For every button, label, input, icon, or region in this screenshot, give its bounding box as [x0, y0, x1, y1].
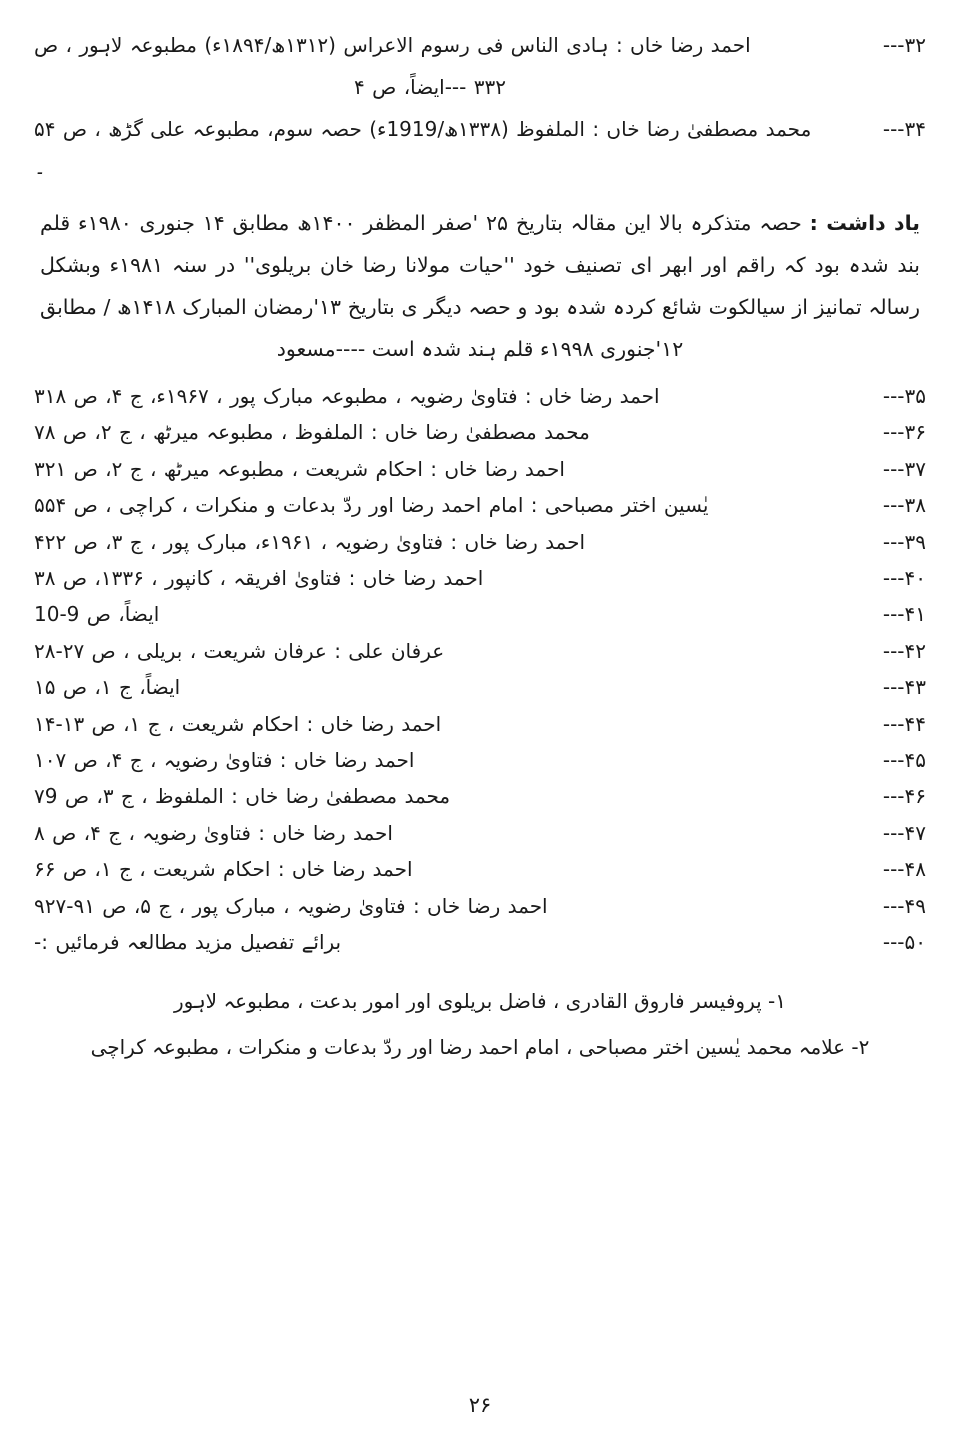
list-item: [34, 780, 926, 812]
reference-number: ۴۰---: [882, 566, 926, 591]
reference-text: برائے تفصیل مزید مطالعہ فرمائیں :-: [34, 929, 342, 954]
reference-entry: [34, 26, 926, 64]
reference-text: ایضاً، ج ۱، ص ۱۵: [34, 675, 181, 700]
reference-number: ۳۴---: [882, 117, 926, 141]
list-item: [34, 817, 926, 849]
reference-text: احمد رضا خاں : ہادی الناس فی رسوم الاعراس (۱۳۱۲ھ/۱۸۹۴ء) مطبوعہ لاہور ، ص: [34, 33, 751, 57]
list-item: ۲- علامہ محمد یٰسین اختر مصباحی ، امام احمد رضا اور ردّ بدعات و منکرات ، مطبوعہ کراچی: [90, 1035, 870, 1060]
list-item: [34, 562, 926, 594]
reference-number: ۴۲---: [882, 638, 926, 663]
reference-text: احمد رضا خاں : فتاویٰ رضویہ ، ۱۹۶۱ء، مبارک پور ، ج ۳، ص ۴۲۲: [34, 529, 586, 554]
list-item: [34, 635, 926, 667]
reference-text: ایضاً، ص 9-10: [34, 602, 160, 627]
reference-number: ۴۴---: [882, 711, 926, 736]
reference-entry: [34, 110, 926, 186]
reference-number: ۵۰---: [882, 929, 926, 954]
reference-text: احمد رضا خاں : فتاویٰ رضویہ ، مبارک پور ، ج ۵، ص ۹۱-۹۲۷: [34, 893, 548, 918]
note-paragraph: [34, 202, 926, 370]
reference-text: احمد رضا خاں : فتاویٰ رضویہ ، ج ۴، ص ۱۰۷: [34, 747, 415, 772]
reference-number: ۴۱---: [882, 602, 926, 627]
note-label: یاد داشت :: [809, 211, 920, 235]
reference-text: یٰسین اختر مصباحی : امام احمد رضا اور ردّ بدعات و منکرات ، کراچی ، ص ۵۵۴: [34, 493, 709, 518]
list-item: [34, 744, 926, 776]
reference-text: محمد مصطفیٰ رضا خاں : الملفوظ ، مطبوعہ میرٹھ ، ج ۲، ص ۷۸: [34, 420, 590, 445]
reference-number: ۳۷---: [882, 456, 926, 481]
note-text: حصہ متذکرہ بالا این مقالہ بتاریخ ۲۵ 'صفر المظفر ۱۴۰۰ھ مطابق ۱۴ جنوری ۱۹۸۰ء قلم بند شدہ بود کہ راقم اور ابھر ای تصنیف خود ''حیات مولانا رضا خان بریلوی'' در سنہ ۱۹۸۱ء وبشکل رسالہ تمانیز از سیالکوت شائع کردہ شدہ بود و حصہ دیگر ی بتاریخ ۱۳'رمضان المبارک ۱۴۱۸ھ / مطابق ۱۲'جنوری ۱۹۹۸ء قلم ہند شدہ است ----مسعود: [40, 211, 920, 362]
reference-text: محمد مصطفیٰ رضا خاں : الملفوظ ، ج ۳، ص ۷9: [34, 784, 451, 809]
page-number: ۲۶: [468, 1393, 492, 1417]
reference-number: ۴۹---: [882, 893, 926, 918]
reference-text: احمد رضا خاں : احکام شریعت ، ج ۱، ص ۶۶: [34, 857, 413, 882]
list-item: [34, 926, 926, 958]
reference-text: احمد رضا خاں : احکام شریعت ، مطبوعہ میرٹھ ، ج ۲، ص ۳۲۱: [34, 456, 565, 481]
reference-number: ۳۲---: [882, 33, 926, 57]
list-item: [34, 526, 926, 558]
list-item: [34, 890, 926, 922]
reference-text: احمد رضا خاں : فتاویٰ رضویہ ، مطبوعہ مبارک پور ، ۱۹۶۷ء، ج ۴، ص ۳۱۸: [34, 384, 660, 409]
further-reading-list: [34, 982, 926, 1066]
reference-number: ۴۸---: [882, 857, 926, 882]
reference-entry-continuation: [34, 68, 926, 106]
list-item: ۱- پروفیسر فاروق القادری ، فاضل بریلوی اور امور بدعت ، مطبوعہ لاہور: [173, 989, 787, 1014]
top-entries-block: [34, 26, 926, 186]
reference-text: محمد مصطفیٰ رضا خاں : الملفوظ (۱۳۳۸ھ/1919ء) حصہ سوم، مطبوعہ علی گڑھ ، ص ۵۴ ۔: [34, 117, 812, 179]
reference-text: احمد رضا خاں : احکام شریعت ، ج ۱، ص ۱۳-۱۴: [34, 711, 442, 736]
reference-number: ۴۷---: [882, 820, 926, 845]
list-item: [34, 380, 926, 412]
reference-number: ۴۳---: [882, 675, 926, 700]
reference-text: احمد رضا خاں : فتاویٰ رضویہ ، ج ۴، ص ۸: [34, 820, 393, 845]
list-item: [34, 416, 926, 448]
reference-list: [34, 380, 926, 958]
reference-number: ۳۸---: [882, 493, 926, 518]
list-item: [34, 671, 926, 703]
reference-text: عرفان علی : عرفان شریعت ، بریلی ، ص ۲۷-۲۸: [34, 638, 445, 663]
reference-number: ۴۵---: [882, 747, 926, 772]
reference-number: ۳۹---: [882, 529, 926, 554]
list-item: [34, 598, 926, 630]
reference-number: ۳۵---: [882, 384, 926, 409]
reference-number: ۳۶---: [882, 420, 926, 445]
list-item: [34, 708, 926, 740]
reference-text: ۳۳۲ ---ایضاً، ص ۴: [354, 75, 506, 99]
list-item: [34, 489, 926, 521]
reference-number: ۴۶---: [882, 784, 926, 809]
reference-text: احمد رضا خاں : فتاویٰ افریقہ ، کانپور ، ۱۳۳۶، ص ۳۸: [34, 566, 484, 591]
list-item: [34, 453, 926, 485]
list-item: [34, 853, 926, 885]
